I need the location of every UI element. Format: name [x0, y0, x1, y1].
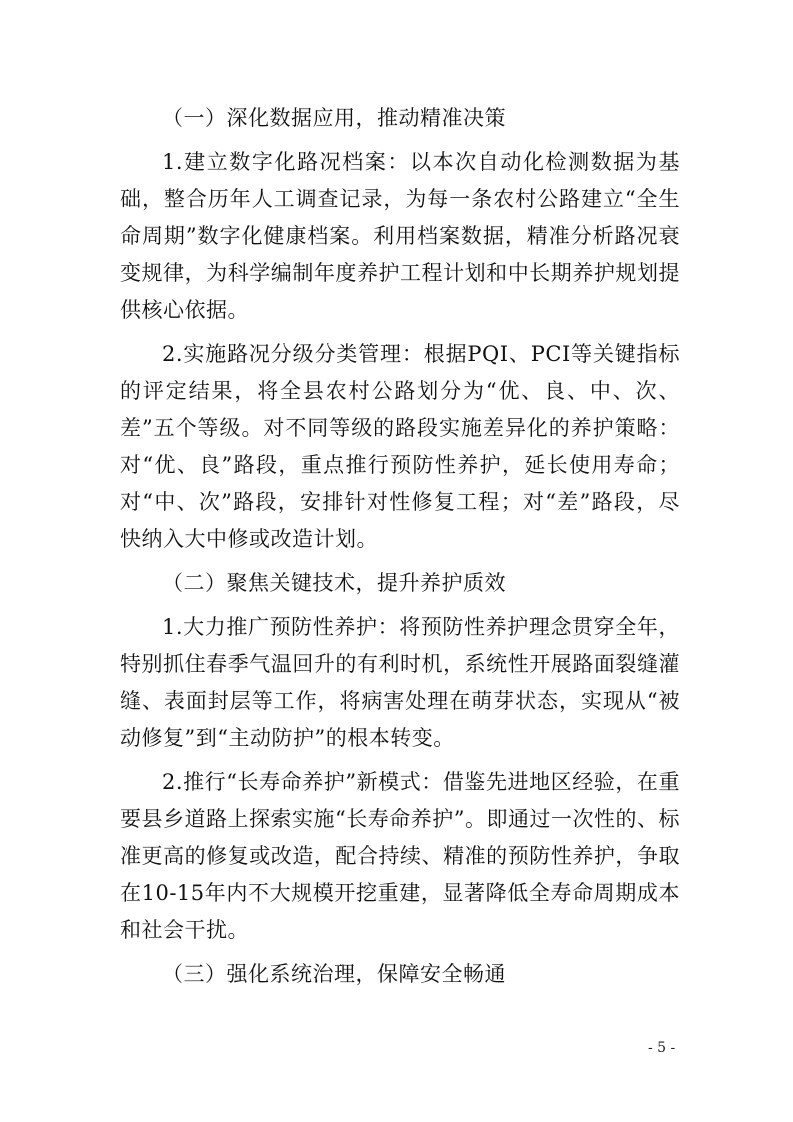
page-number: - 5 -: [648, 1040, 676, 1056]
paragraph-graded-management: 2.实施路况分级分类管理：根据PQI、PCI等关键指标的评定结果，将全县农村公路划分为“优、良、中、次、差”五个等级。对不同等级的路段实施差异化的养护策略：对“优、良”路段，重点推行预防性养护，延长使用寿命；对“中、次”路段，安排针对性修复工程；对“差”路段，尽快纳入大中修或改造计划。: [120, 342, 680, 551]
section-heading-1: （一）深化数据应用，推动精准决策: [162, 106, 506, 130]
paragraph-preventive-maintenance: 1.大力推广预防性养护：将预防性养护理念贯穿全年，特别抓住春季气温回升的有利时机，系统性开展路面裂缝灌缝、表面封层等工作，将病害处理在萌芽状态，实现从“被动修复”到“主动防护”的根本转变。: [120, 615, 680, 750]
section-heading-3: （三）强化系统治理，保障安全畅通: [162, 962, 506, 986]
document-body: [120, 100, 680, 1000]
paragraph-long-life-maintenance: 2.推行“长寿命养护”新模式：借鉴先进地区经验，在重要县乡道路上探索实施“长寿命养护”。即通过一次性的、标准更高的修复或改造，配合持续、精准的预防性养护，争取在10-15年内不大规模开挖重建，显著降低全寿命周期成本和社会干扰。: [120, 770, 680, 942]
paragraph-digital-archive: 1.建立数字化路况档案：以本次自动化检测数据为基础，整合历年人工调查记录，为每一条农村公路建立“全生命周期”数字化健康档案。利用档案数据，精准分析路况衰变规律，为科学编制年度养护工程计划和中长期养护规划提供核心依据。: [120, 150, 680, 322]
section-heading-2: （二）聚焦关键技术，提升养护质效: [162, 571, 506, 595]
